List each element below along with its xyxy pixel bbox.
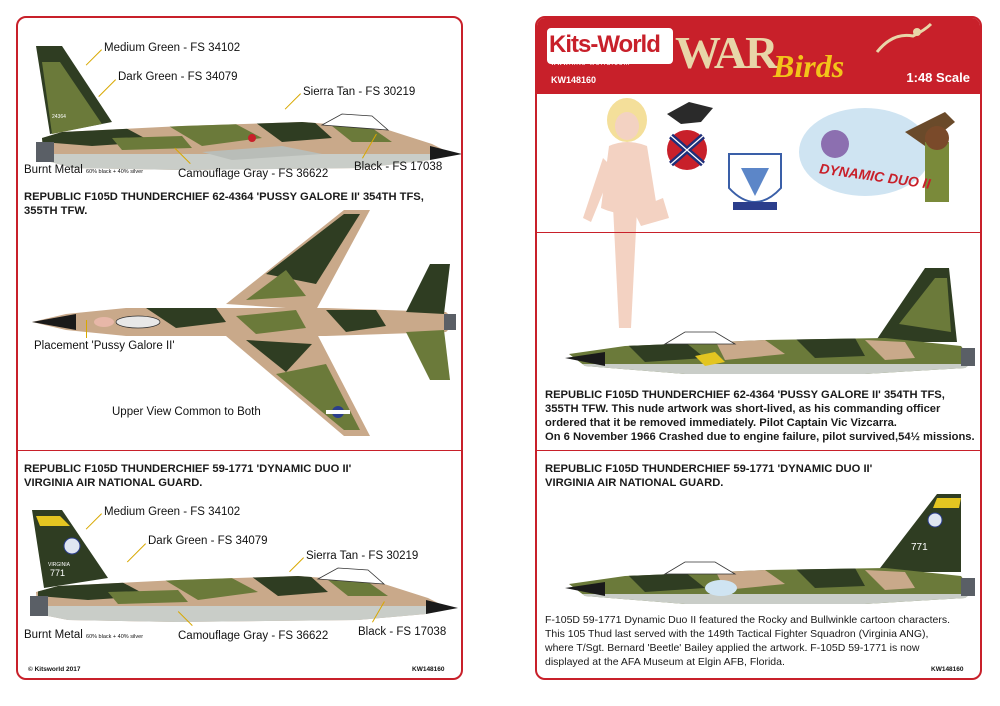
top-view-aircraft bbox=[26, 204, 458, 440]
right-profile-1-caption-line-2: 355TH TFW. This nude artwork was short-lived, as his commanding officer bbox=[545, 403, 941, 415]
callout-burnt-metal-2 bbox=[24, 629, 143, 641]
burnt-metal-label: Burnt Metal bbox=[24, 164, 83, 176]
right-profile-2-body-line-1: F-105D 59-1771 Dynamic Duo II featured the Rocky and Bullwinkle cartoon characters. bbox=[545, 614, 951, 626]
right-profile-2-caption-line-2: VIRGINIA AIR NATIONAL GUARD. bbox=[545, 477, 724, 489]
profile-1-tail-code: 24364 bbox=[52, 114, 66, 120]
right-profile-2-body-line-2: This 105 Thud last served with the 149th Tactical Fighter Squadron (Virginia ANG), bbox=[545, 628, 929, 640]
profile-1-caption-line-1: REPUBLIC F105D THUNDERCHIEF 62-4364 'PUSSY GALORE II' 354TH TFS, bbox=[24, 191, 424, 203]
burnt-metal-note: 60% black + 40% silver bbox=[86, 169, 144, 175]
copyright: © Kitsworld 2017 bbox=[28, 666, 81, 673]
right-footer-code: KW148160 bbox=[931, 666, 964, 673]
callout-camouflage-gray-1: Camouflage Gray - FS 36622 bbox=[178, 168, 329, 180]
right-profile-1-caption-line-1: REPUBLIC F105D THUNDERCHIEF 62-4364 'PUSSY GALORE II' 354TH TFS, bbox=[545, 389, 945, 401]
callout-dark-green-1: Dark Green - FS 34079 bbox=[118, 71, 238, 83]
callout-camouflage-gray-2: Camouflage Gray - FS 36622 bbox=[178, 630, 329, 642]
right-profile-1-caption-line-3: ordered that it be removed immediately. Pilot Captain Vic Vizcarra. bbox=[545, 417, 897, 429]
profile-2-tail-label: VIRGINIA bbox=[48, 562, 70, 568]
brand-url: www.kits-world.com bbox=[551, 60, 631, 67]
section-divider bbox=[18, 450, 461, 451]
section-divider bbox=[537, 450, 980, 451]
virginia-ang-shield-icon bbox=[723, 148, 787, 218]
left-footer-code: KW148160 bbox=[412, 666, 445, 673]
birds-title: Birds bbox=[773, 48, 845, 84]
right-profile-2-caption-line-1: REPUBLIC F105D THUNDERCHIEF 59-1771 'DYNAMIC DUO II' bbox=[545, 463, 873, 475]
profile-2-tail-code: 771 bbox=[50, 568, 66, 578]
eagle-confederate-insignia-icon bbox=[661, 98, 717, 174]
header-banner bbox=[537, 18, 980, 94]
right-decal-sheet bbox=[535, 16, 982, 680]
callout-medium-green-2: Medium Green - FS 34102 bbox=[104, 506, 241, 518]
profile-2-aircraft bbox=[28, 506, 458, 624]
callout-black-1: Black - FS 17038 bbox=[354, 161, 443, 173]
callout-medium-green-1: Medium Green - FS 34102 bbox=[104, 42, 241, 54]
callout-dark-green-2: Dark Green - FS 34079 bbox=[148, 535, 268, 547]
profile-1-aircraft bbox=[32, 42, 462, 172]
profile-1-caption-line-2: 355TH TFW. bbox=[24, 205, 88, 217]
profile-2-caption-line-2: VIRGINIA AIR NATIONAL GUARD. bbox=[24, 477, 203, 489]
brand-name: Kits-World bbox=[549, 31, 660, 58]
right-profile-1-caption-line-4: On 6 November 1966 Crashed due to engine failure, pilot survived,54½ missions. bbox=[545, 431, 975, 443]
upper-view-label: Upper View Common to Both bbox=[112, 406, 261, 418]
right-profile-2-body-line-3: where T/Sgt. Bernard 'Beetle' Bailey applied the artwork. F-105D 59-1771 is now bbox=[545, 642, 920, 654]
right-profile-2-aircraft bbox=[565, 490, 977, 608]
callout-sierra-tan-1: Sierra Tan - FS 30219 bbox=[303, 86, 416, 98]
callout-burnt-metal-1 bbox=[24, 164, 143, 176]
burnt-metal-note: 60% black + 40% silver bbox=[86, 634, 144, 640]
profile-2-caption-line-1: REPUBLIC F105D THUNDERCHIEF 59-1771 'DYNAMIC DUO II' bbox=[24, 463, 352, 475]
left-decal-sheet bbox=[16, 16, 463, 680]
leader-line bbox=[86, 320, 87, 338]
burnt-metal-label: Burnt Metal bbox=[24, 629, 83, 641]
right-profile-2-tail-code: 771 bbox=[911, 542, 928, 553]
callout-black-2: Black - FS 17038 bbox=[358, 626, 447, 638]
callout-sierra-tan-2: Sierra Tan - FS 30219 bbox=[306, 550, 419, 562]
section-divider bbox=[537, 232, 980, 233]
war-title: WAR bbox=[675, 27, 777, 78]
placement-label: Placement 'Pussy Galore II' bbox=[34, 340, 175, 352]
scale-label: 1:48 Scale bbox=[906, 70, 970, 85]
pin-up-logo-icon bbox=[873, 22, 933, 62]
right-profile-2-body-line-4: displayed at the AFA Museum at Elgin AFB, Florida. bbox=[545, 656, 785, 668]
right-profile-1-aircraft bbox=[565, 262, 977, 378]
product-code: KW148160 bbox=[551, 75, 597, 85]
dynamic-duo-artwork-text: DYNAMIC DUO II bbox=[818, 160, 932, 192]
